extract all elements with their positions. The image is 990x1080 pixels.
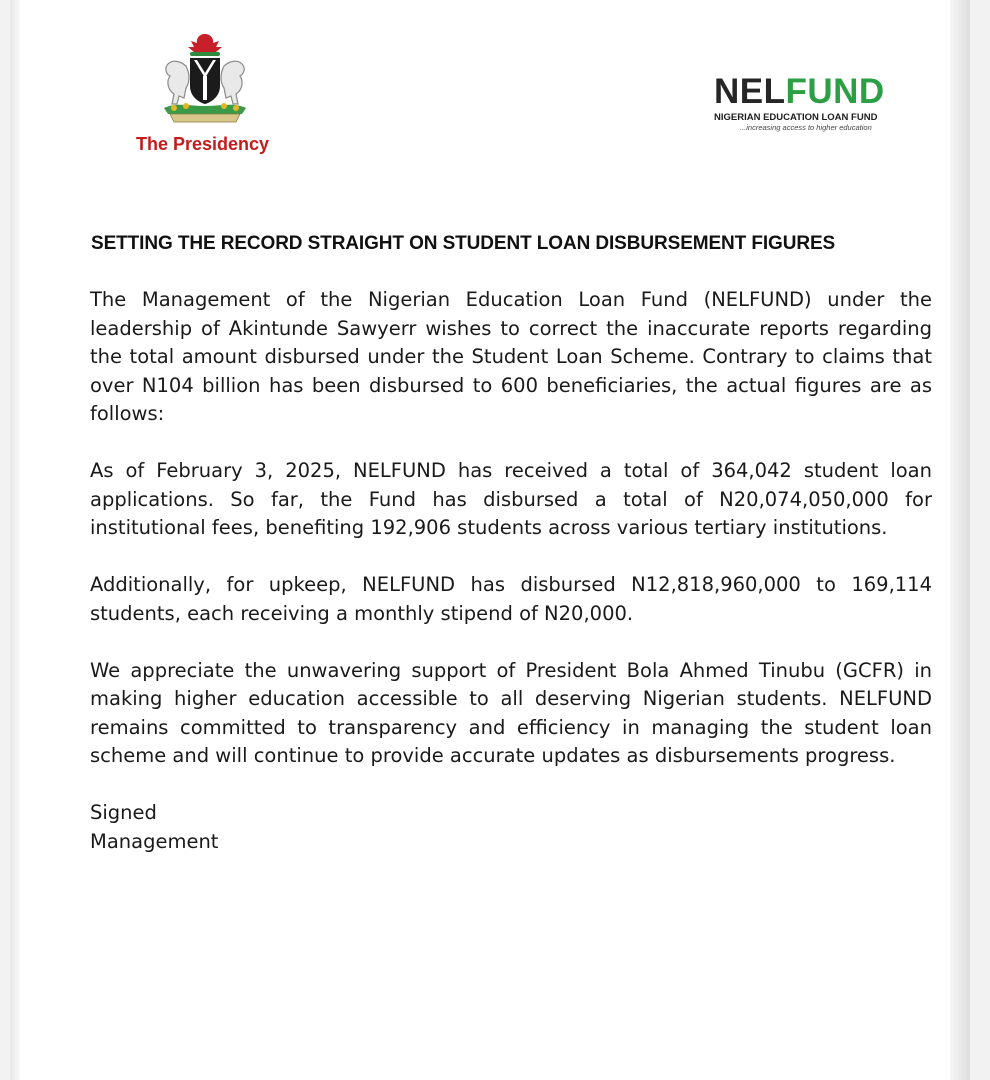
paragraph-3: Additionally, for upkeep, NELFUND has disbursed N12,818,960,000 to 169,114 students, each receiving a monthly stipend of N20,000. xyxy=(90,573,932,625)
nelfund-wordmark-part1: NEL xyxy=(714,72,786,111)
signoff-management: Management xyxy=(90,829,219,853)
presidency-label: The Presidency xyxy=(136,134,270,154)
document-page xyxy=(10,0,970,1080)
signoff xyxy=(90,799,932,856)
nelfund-wordmark xyxy=(714,72,914,112)
document-body xyxy=(90,286,932,856)
paragraph-4: We appreciate the unwavering support of President Bola Ahmed Tinubu (GCFR) in making higher education accessible to all deserving Nigerian students. NELFUND remains committed to transparency and efficiency in managing the student loan scheme and will continue to provide accurate updates as disbursements progress. xyxy=(90,658,932,767)
signoff-signed: Signed xyxy=(90,801,157,824)
coat-of-arms-icon xyxy=(146,30,264,130)
nelfund-full-name: NIGERIAN EDUCATION LOAN FUND xyxy=(714,112,878,123)
paragraph-1: The Management of the Nigerian Education Loan Fund (NELFUND) under the leadership of Akintunde Sawyerr wishes to correct the inaccurate reports regarding the total amount disbursed under the Student Loan Scheme. Contrary to claims that over N104 billion has been disbursed to 600 beneficiaries, the actual figures are as follows: xyxy=(90,288,932,425)
page-edge-shadow-left xyxy=(10,0,20,1080)
nelfund-logo xyxy=(714,72,914,132)
paragraph-2: As of February 3, 2025, NELFUND has received a total of 364,042 student loan applications. So far, the Fund has disbursed a total of N20,074,050,000 for institutional fees, benefiting 192,906 students across various tertiary institutions. xyxy=(90,459,932,539)
document-title: SETTING THE RECORD STRAIGHT ON STUDENT LOAN DISBURSEMENT FIGURES xyxy=(91,233,836,254)
page-edge-shadow-right xyxy=(950,0,970,1080)
nelfund-wordmark-part2: FUND xyxy=(785,72,885,111)
nelfund-tagline: ...increasing access to higher education xyxy=(740,123,872,132)
